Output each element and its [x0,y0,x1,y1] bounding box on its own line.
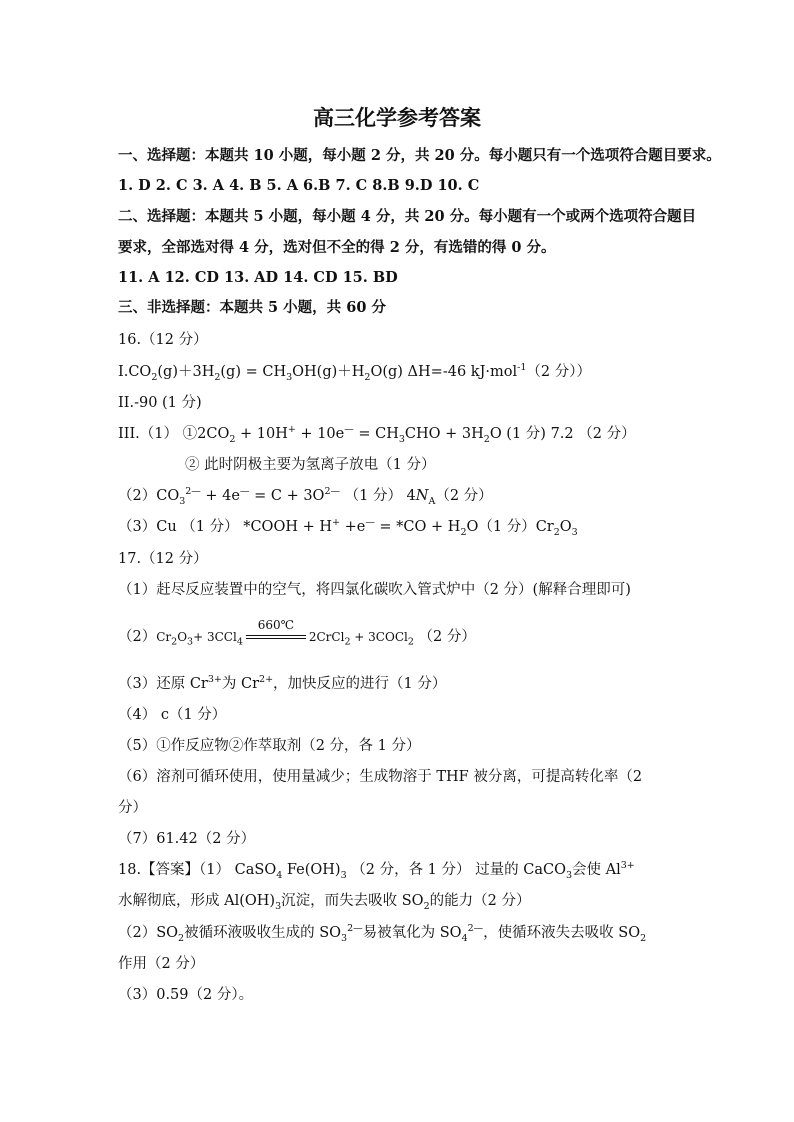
q17-part-2-equation: $(2)Cr_2O_3+ 3CCl_4$ 660℃ 2CrCl$_2$ + 3COCl$_2$ （2 分） [118,618,476,648]
q17-header: 17.（12 分） [118,551,208,567]
section1-heading: 一、选择题：本题共 10 小题，每小题 2 分，共 20 分。每小题只有一个选项符合题目要求。 [118,147,721,164]
q16-part-ii: II.-90 (1 分) [118,395,202,411]
section2-answers: 11. A 12. CD 13. AD 14. CD 15. BD [118,269,398,286]
section2-heading-line1: 二、选择题：本题共 5 小题，每小题 4 分，共 20 分。每小题有一个或两个选项符合题目 [118,208,697,225]
q17-part-1: （1）赶尽反应装置中的空气，将四氯化碳吹入管式炉中（2 分）(解释合理即可) [118,582,631,598]
q18-line2: 水解彻底，形成 $Al(OH)_3$沉淀，而失去吸收 $SO_2$的能力（2 分） [118,893,531,912]
q18-line4: 作用（2 分） [118,956,205,972]
section1-answers: 1. D 2. C 3. A 4. B 5. A 6.B 7. C 8.B 9.D 10. C [118,177,480,194]
q17-part-3: （3）还原 $Cr^{3+}$为 $Cr^{2+}$，加快反应的进行（1 分） [118,674,447,692]
section3-heading: 三、非选择题：本题共 5 小题，共 60 分 [118,299,386,316]
q17-part-6-line2: 分） [118,800,147,816]
q17-part-7: （7）61.42（2 分） [118,831,256,847]
q18-line3: $(2)SO_2$被循环液吸收生成的 $SO_3^{2—}$易被氧化为 $SO_4^{2—}$，使循环液失去吸收 $SO_2$ [118,923,647,944]
q18-line5: （3）0.59（2 分）。 [118,987,254,1003]
q17-part-6-line1: （6）溶剂可循环使用，使用量减少；生成物溶于 THF 被分离，可提高转化率（2 [118,769,643,785]
q16-part-iii-2: ② 此时阴极主要为氢离子放电（1 分） [185,457,436,473]
q17-part-5: （5）①作反应物②作萃取剂（2 分，各 1 分） [118,738,421,754]
q16-part-i: $I.CO_2(g)+3H_2(g) = CH_3OH(g)+H_2O(g)$ ΔH=-46 kJ·mol$^{-1}$（2 分）） [118,362,591,383]
q18-line1: 18.【答案】（1） CaSO$_4$ $Fe(OH)_3$ （2 分，各 1 分） 过量的 CaCO$_3$会使 $Al^{3+}$ [118,860,635,881]
q16-part-iii-3: $(2)CO_3^{2—} + 4e^— = C + 3O^{2—}$ （1 分） $4N_A(2$ 分） [118,486,493,507]
q16-part-iii-4: （3）Cu （1 分） *COOH + $H^+ +e^— = *CO + H_2O(1$ 分）$Cr_2O_3$ [118,517,578,538]
q17-part-4: （4） c（1 分） [118,707,227,723]
q16-header: 16.（12 分） [118,332,208,348]
page-title: 高三化学参考答案 [313,105,481,130]
section2-heading-line2: 要求，全部选对得 4 分，选对但不全的得 2 分，有选错的得 0 分。 [118,239,556,256]
reaction-condition-arrow: 660℃ [246,630,306,644]
q16-part-iii-1: III.（1） $①2CO_2 + 10H^+ + 10e^— = CH_3CHO + 3H_2O$ (1 分) 7.2 （2 分） [118,424,636,445]
